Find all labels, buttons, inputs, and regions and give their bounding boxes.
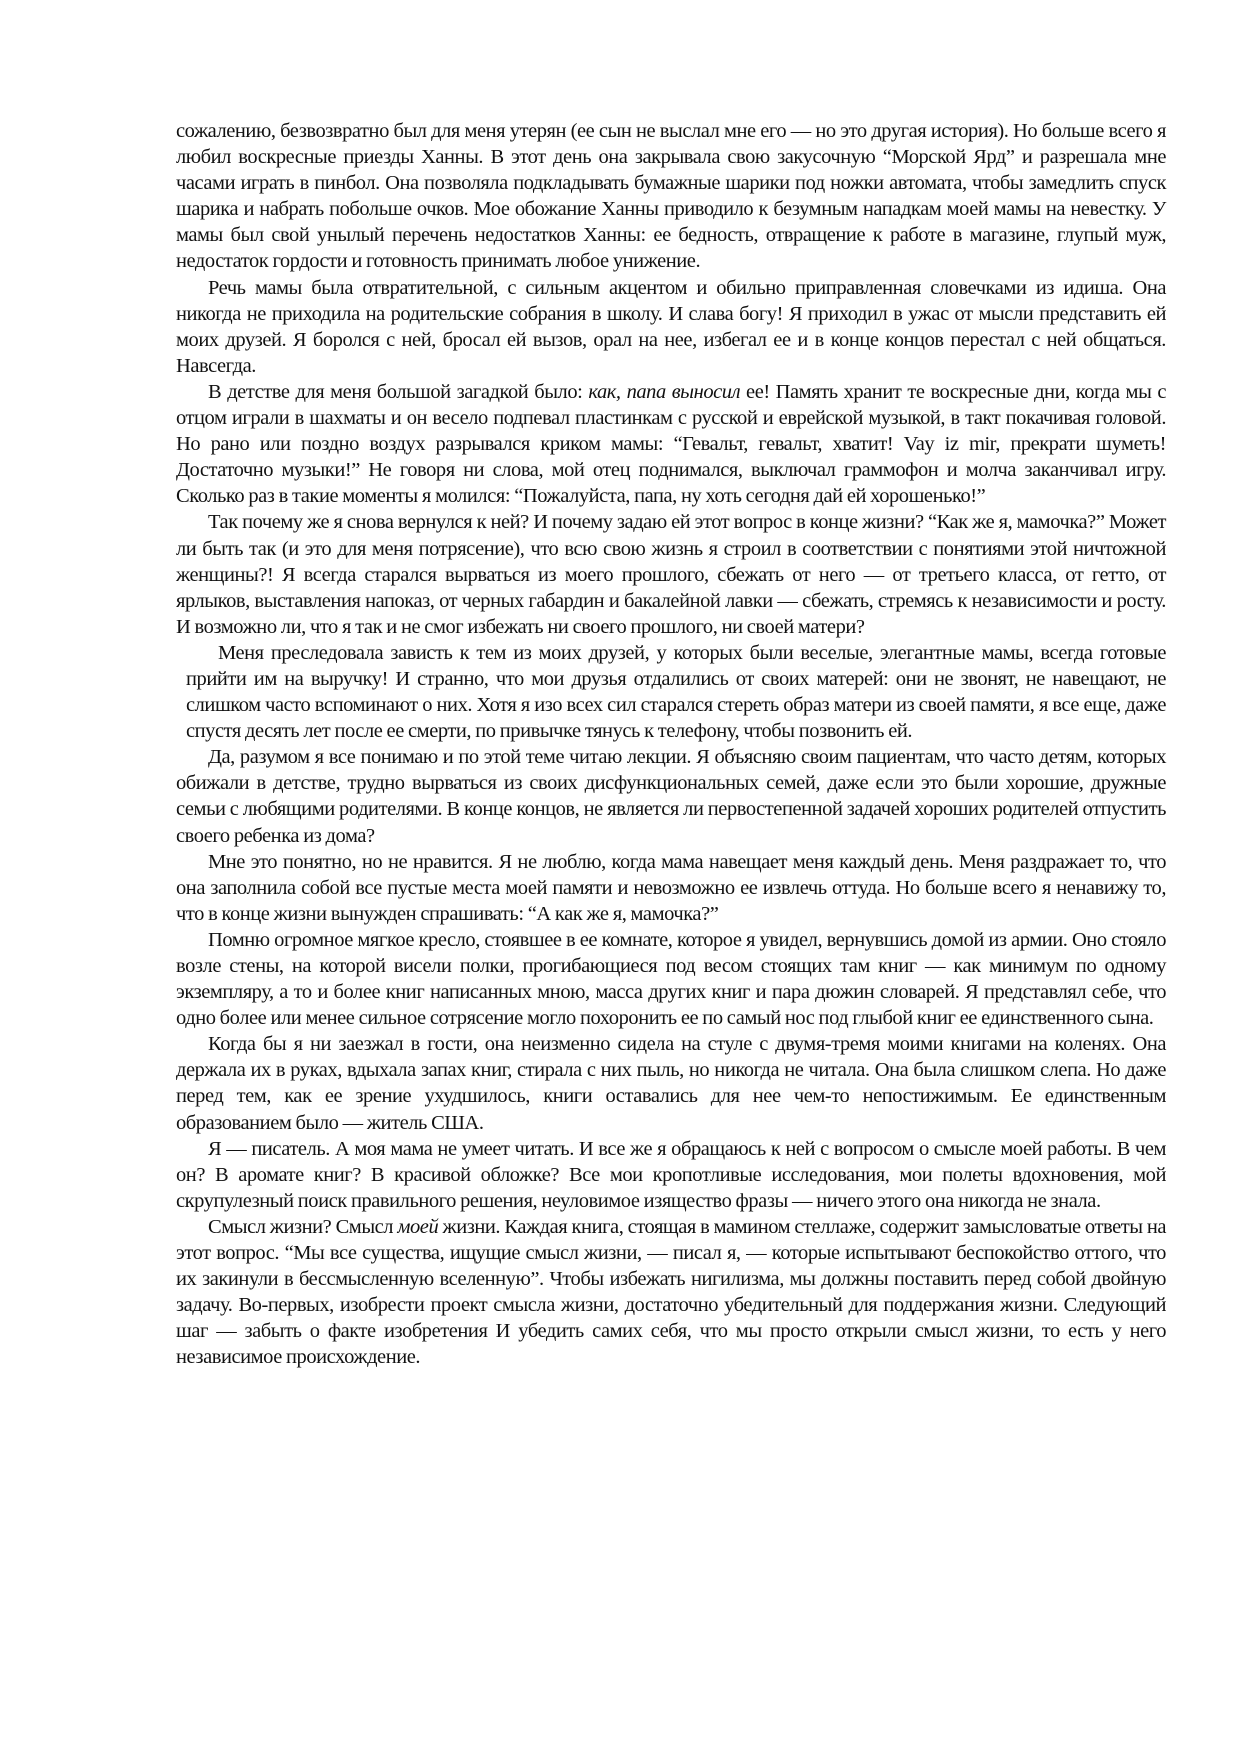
paragraph-text: Я — писатель. А моя мама не умеет читать. И все же я обращаюсь к ней с вопросом о смысле моей работы. В чем он? В аромате книг? В красивой обложке? Все мои кропотливые исследования, мои полеты вдохновения, мой скрупулезный поиск правильного решения, неуловимое изящество фразы — ничего этого она никогда не знала.	[176, 1137, 1166, 1212]
paragraph-text: Речь мамы была отвратительной, с сильным акцентом и обильно приправленная словечками из идиша. Она никогда не приходила на родительские собрания в школу. И слава богу! Я приходил в ужас от мысли представить ей моих друзей. Я боролся с ней, бросал ей вызов, орал на нее, избегал ее и в конце концов перестал с ней общаться. Навсегда.	[176, 276, 1166, 377]
paragraph	[176, 1136, 1166, 1214]
paragraph-text: Меня преследовала зависть к тем из моих друзей, у которых были веселые, элегантные мамы, всегда готовые прийти им на выручку! И странно, что мои друзья отдалились от своих матерей: они не звонят, не навещают, не слишком часто вспоминают о них. Хотя я изо всех сил старался стереть образ матери из своей памяти, я все еще, даже спустя десять лет после ее смерти, по привычке тянусь к телефону, чтобы позвонить ей.	[186, 641, 1166, 743]
document-page	[176, 118, 1166, 1371]
paragraph	[176, 275, 1166, 379]
paragraph	[176, 927, 1166, 1031]
italic-text: как, папа выносил	[588, 380, 741, 403]
paragraph-text: Мне это понятно, но не нравится. Я не люблю, когда мама навещает меня каждый день. Меня раздражает то, что она заполнила собой все пустые места моей памяти и невозможно ее извлечь оттуда. Но больше всего я ненавижу то, что в конце жизни вынужден спрашивать: “А как же я, мамочка?”	[176, 850, 1166, 925]
paragraph	[176, 1031, 1166, 1135]
paragraph	[176, 640, 1166, 744]
paragraph-text: Помню огромное мягкое кресло, стоявшее в ее комнате, которое я увидел, вернувшись домой из армии. Оно стояло возле стены, на которой висели полки, прогибающиеся под весом стоящих там книг — как минимум по одному экземпляру, а то и более книг написанных мною, масса других книг и пара дюжин словарей. Я представлял себе, что одно более или менее сильное сотрясение могло похоронить ее по самый нос под глыбой книг ее единственного сына.	[176, 928, 1166, 1030]
paragraph-text: ее! Память хранит те воскресные дни, когда мы с отцом играли в шахматы и он весело подпевал пластинкам с русской и еврейской музыкой, в такт покачивая головой. Но рано или поздно воздух разрывался криком мамы: “Гевальт, гевальт, хватит! Vay iz mir, прекрати шуметь! Достаточно музыки!” Не говоря ни слова, мой отец поднимался, выключал граммофон и молча заканчивал игру. Сколько раз в такие моменты я молился: “Пожалуйста, папа, ну хоть сегодня дай ей хорошенько!”	[176, 380, 1167, 508]
paragraph-text: В детстве для меня большой загадкой было:	[208, 380, 589, 403]
paragraph	[176, 509, 1166, 639]
paragraph	[176, 1214, 1166, 1371]
paragraph	[176, 118, 1166, 275]
paragraph	[176, 744, 1166, 848]
paragraph-text: Смысл жизни? Смысл	[208, 1215, 398, 1238]
paragraph-text: сожалению, безвозвратно был для меня утерян (ее сын не выслал мне его — но это другая история). Но больше всего я любил воскресные приезды Ханны. В этот день она закрывала свою закусочную “Морской Ярд” и разрешала мне часами играть в пинбол. Она позволяла подкладывать бумажные шарики под ножки автомата, чтобы замедлить спуск шарика и набрать побольше очков. Мое обожание Ханны приводило к безумным нападкам моей мамы на невестку. У мамы был свой унылый перечень недостатков Ханны: ее бедность, отвращение к работе в магазине, глупый муж, недостаток гордости и готовность принимать любое унижение.	[176, 120, 1166, 273]
paragraph-text: Так почему же я снова вернулся к ней? И почему задаю ей этот вопрос в конце жизни? “Как же я, мамочка?” Может ли быть так (и это для меня потрясение), что всю свою жизнь я строил в соответствии с понятиями этой ничтожной женщины?! Я всегда старался вырваться из моего прошлого, сбежать от него — от третьего класса, от гетто, от ярлыков, выставления напоказ, от черных габардин и бакалейной лавки — сбежать, стремясь к независимости и росту. И возможно ли, что я так и не смог избежать ни своего прошлого, ни своей матери?	[176, 511, 1166, 638]
paragraph-text: жизни. Каждая книга, стоящая в мамином стеллаже, содержит замысловатые ответы на этот вопрос. “Мы все существа, ищущие смысл жизни, — писал я, — которые испытывают беспокойство оттого, что их закинули в бессмысленную вселенную”. Чтобы избежать нигилизма, мы должны поставить перед собой двойную задачу. Во-первых, изобрести проект смысла жизни, достаточно убедительный для поддержания жизни. Следующий шаг — забыть о факте изобретения И убедить самих себя, что мы просто открыли смысл жизни, то есть у него независимое происхождение.	[176, 1215, 1166, 1369]
paragraph	[176, 849, 1166, 927]
paragraph-text: Да, разумом я все понимаю и по этой теме читаю лекции. Я объясняю своим пациентам, что часто детям, которых обижали в детстве, трудно вырваться из своих дисфункциональных семей, даже если это были хорошие, дружные семьи с любящими родителями. В конце концов, не является ли первостепенной задачей хороших родителей отпустить своего ребенка из дома?	[176, 746, 1166, 847]
paragraph	[176, 379, 1166, 509]
paragraph-text: Когда бы я ни заезжал в гости, она неизменно сидела на стуле с двумя-тремя моими книгами на коленях. Она держала их в руках, вдыхала запах книг, стирала с них пыль, но никогда не читала. Она была слишком слепа. Но даже перед тем, как ее зрение ухудшилось, книги оставались для нее чем-то непостижимым. Ее единственным образованием было — житель США.	[176, 1033, 1166, 1134]
italic-text: моей	[397, 1215, 439, 1238]
